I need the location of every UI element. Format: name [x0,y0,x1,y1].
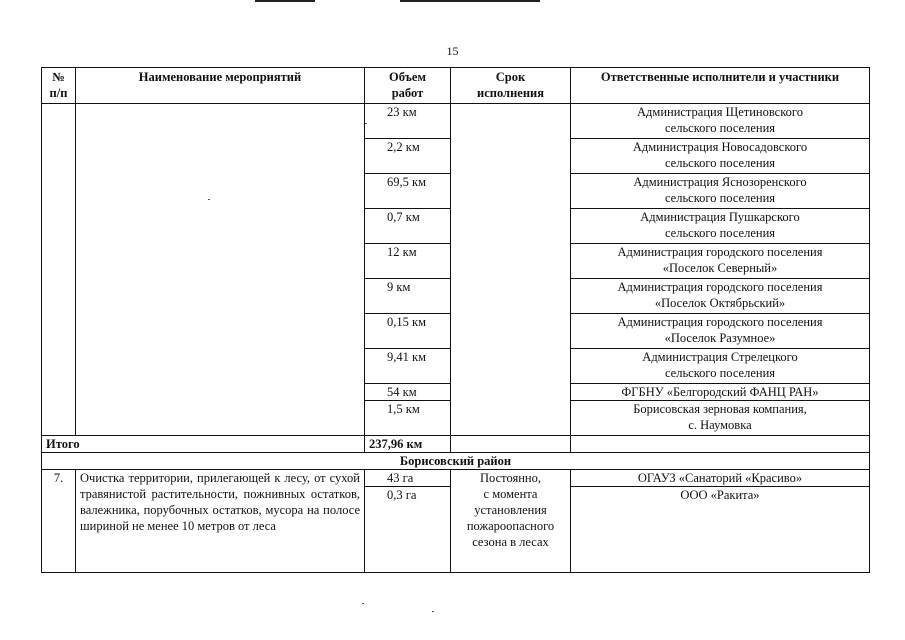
top-edge-mark [255,0,315,2]
responsible-cell: Администрация городского поселения «Поселок Разумное» [571,314,870,349]
total-label: Итого [42,436,365,453]
term-cell: Постоянно, с момента установления пожароопасного сезона в лесах [451,470,571,573]
responsible-cell: ФГБНУ «Белгородский ФАНЦ РАН» [571,384,870,401]
scan-speck [432,611,434,612]
responsible-cell: Администрация Стрелецкого сельского поселения [571,349,870,384]
scan-speck [362,603,364,604]
page-number: 15 [446,44,459,58]
item-7-row-1 [42,470,870,487]
volume-cell: 0,15 км [365,314,451,349]
scan-speck [365,123,367,124]
volume-cell: 9,41 км [365,349,451,384]
item-name: Очистка территории, прилегающей к лесу, от сухой травянистой растительности, пожнивных остатков, валежника, порубочных остатков, мусора на полосе шириной не менее 10 метров от леса [76,470,365,573]
volume-cell: 0,3 га [365,487,451,573]
volume-cell: 12 км [365,244,451,279]
volume-cell: 9 км [365,279,451,314]
responsible-cell: Администрация городского поселения «Поселок Октябрьский» [571,279,870,314]
table-header-row [42,68,870,104]
total-empty [451,436,571,453]
district-row [42,453,870,470]
measures-table [41,67,870,573]
scan-speck [208,199,210,200]
total-empty [571,436,870,453]
volume-cell: 54 км [365,384,451,401]
volume-cell: 43 га [365,470,451,487]
item-number: 7. [42,470,76,573]
header-responsible: Ответственные исполнители и участники [571,68,870,104]
volume-cell: 2,2 км [365,139,451,174]
district-heading: Борисовский район [42,453,870,470]
volume-cell: 69,5 км [365,174,451,209]
num-empty-cell [42,104,76,436]
header-volume: Объем работ [365,68,451,104]
name-empty-cell [76,104,365,436]
header-num: № п/п [42,68,76,104]
responsible-cell: Борисовская зерновая компания, с. Наумовка [571,401,870,436]
responsible-cell: Администрация Новосадовского сельского поселения [571,139,870,174]
responsible-cell: Администрация городского поселения «Поселок Северный» [571,244,870,279]
volume-cell: 1,5 км [365,401,451,436]
volume-cell: 23 км [365,104,451,139]
top-edge-mark [400,0,540,2]
header-name: Наименование мероприятий [76,68,365,104]
continued-row [42,104,870,139]
term-empty-cell [451,104,571,436]
responsible-cell: Администрация Щетиновского сельского поселения [571,104,870,139]
responsible-cell: ОГАУЗ «Санаторий «Красиво» [571,470,870,487]
header-term: Срок исполнения [451,68,571,104]
responsible-cell: ООО «Ракита» [571,487,870,573]
total-row [42,436,870,453]
total-value: 237,96 км [365,436,451,453]
volume-cell: 0,7 км [365,209,451,244]
responsible-cell: Администрация Яснозоренского сельского поселения [571,174,870,209]
responsible-cell: Администрация Пушкарского сельского поселения [571,209,870,244]
